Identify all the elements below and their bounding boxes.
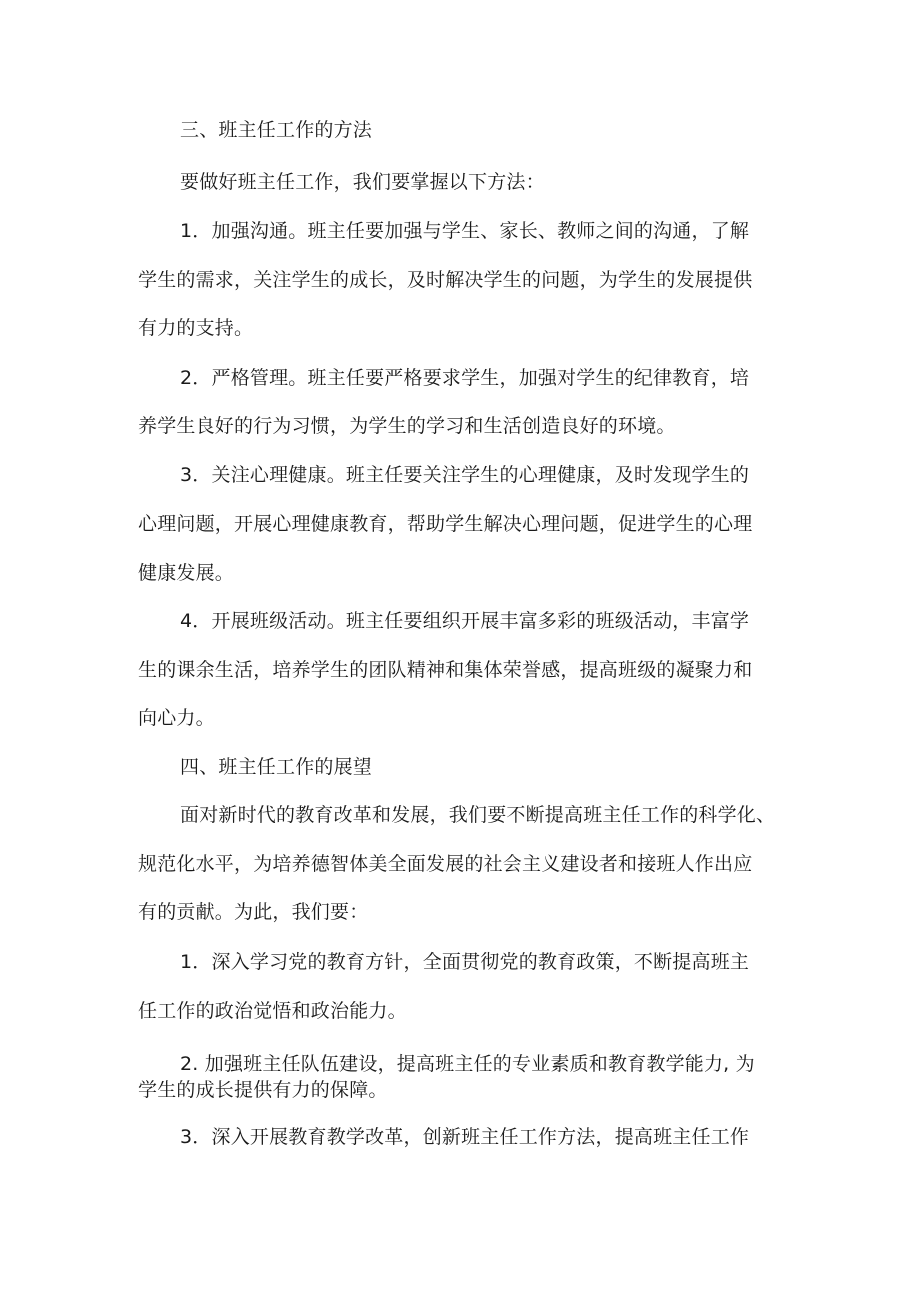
section3-intro: 要做好班主任工作，我们要掌握以下方法：: [180, 171, 545, 193]
goal3-line1: 3．深入开展教育教学改革，创新班主任工作方法，提高班主任工作: [180, 1126, 750, 1148]
goal2-line1: 2. 加强班主任队伍建设，提高班主任的专业素质和教育教学能力, 为: [180, 1053, 755, 1075]
goal2-line2: 学生的成长提供有力的保障。: [138, 1079, 388, 1101]
section4-para-line1: 面对新时代的教育改革和发展，我们要不断提高班主任工作的科学化、: [180, 804, 776, 826]
goal1-line2: 任工作的政治觉悟和政治能力。: [138, 1000, 407, 1022]
method2-line1: 2．严格管理。班主任要严格要求学生，加强对学生的纪律教育，培: [180, 367, 750, 389]
method2-line2: 养学生良好的行为习惯，为学生的学习和生活创造良好的环境。: [138, 415, 676, 437]
method4-line2: 生的课余生活，培养学生的团队精神和集体荣誉感，提高班级的凝聚力和: [138, 659, 753, 681]
section3-heading: 三、班主任工作的方法: [180, 119, 373, 141]
method1-line1: 1．加强沟通。班主任要加强与学生、家长、教师之间的沟通，了解: [180, 220, 750, 242]
goal1-line1: 1．深入学习党的教育方针，全面贯彻党的教育政策，不断提高班主: [180, 951, 750, 973]
method3-line3: 健康发展。: [138, 562, 235, 584]
section4-heading: 四、班主任工作的展望: [180, 756, 373, 778]
section4-para-line2: 规范化水平，为培养德智体美全面发展的社会主义建设者和接班人作出应: [138, 853, 753, 875]
method4-line3: 向心力。: [138, 707, 215, 729]
section4-para-line3: 有的贡献。为此，我们要：: [138, 901, 369, 923]
method3-line2: 心理问题，开展心理健康教育，帮助学生解决心理问题，促进学生的心理: [138, 513, 753, 535]
method1-line2: 学生的需求，关注学生的成长，及时解决学生的问题，为学生的发展提供: [138, 269, 753, 291]
method4-line1: 4．开展班级活动。班主任要组织开展丰富多彩的班级活动，丰富学: [180, 610, 750, 632]
method1-line3: 有力的支持。: [138, 317, 254, 339]
method3-line1: 3．关注心理健康。班主任要关注学生的心理健康，及时发现学生的: [180, 464, 750, 486]
